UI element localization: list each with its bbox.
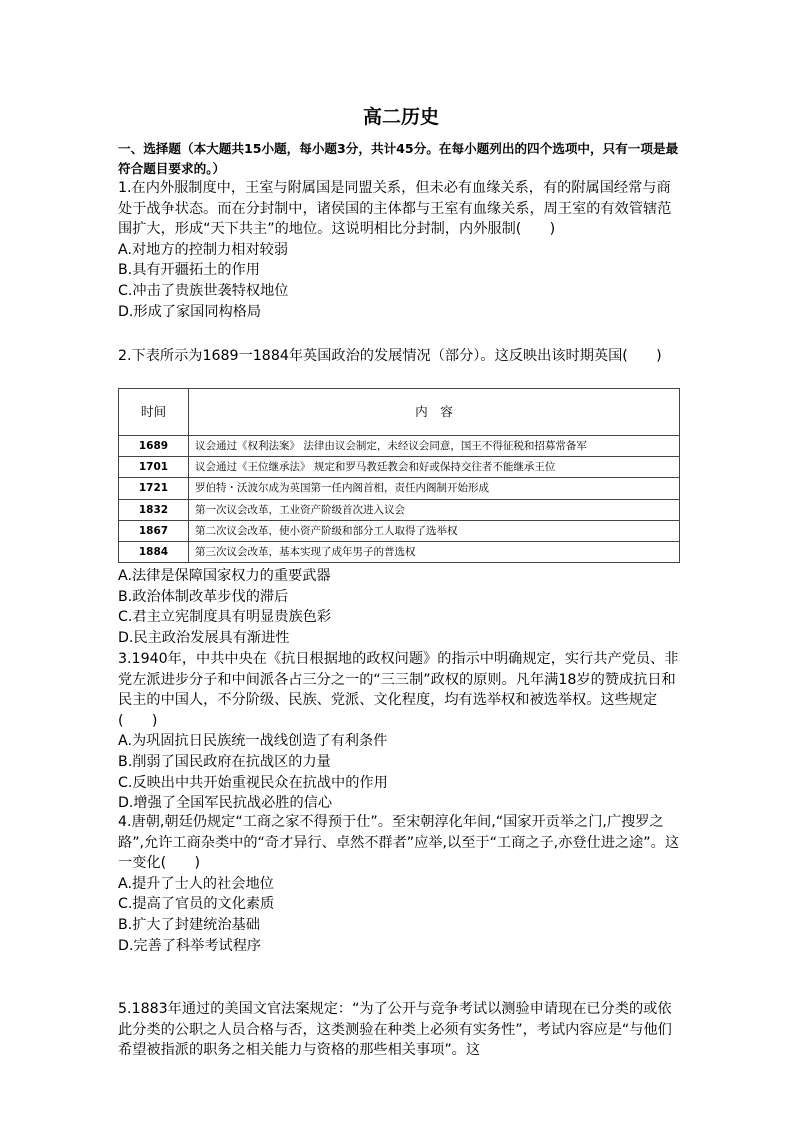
table-header-content: 内 容 bbox=[189, 389, 680, 436]
table-row bbox=[119, 457, 680, 478]
option-b: B.具有开疆拓土的作用 bbox=[118, 262, 260, 279]
option-c: C.反映出中共开始重视民众在抗战中的作用 bbox=[118, 774, 388, 791]
question-stem: 3.1940年，中共中央在《抗日根据地的政权问题》的指示中明确规定，实行共产党员、非党左派进步分子和中间派各占三分之一的“三三制”政权的原则。凡年满18岁的赞成抗日和民主的中国人，不分阶级、民族、党派、文化程度，均有选举权和被选举权。这些规定( ) bbox=[118, 651, 679, 729]
question-3 bbox=[118, 649, 684, 814]
option-b: B.扩大了封建统治基础 bbox=[118, 916, 260, 933]
table-row bbox=[119, 478, 680, 499]
page-title: 高二历史 bbox=[362, 106, 439, 128]
history-table bbox=[118, 388, 680, 563]
section-header: 一、选择题（本大题共15小题，每小题3分，共计45分。在每小题列出的四个选项中，只有一项是最符合题目要求的。） bbox=[118, 141, 679, 176]
table-row bbox=[119, 499, 680, 520]
option-b: B.削弱了国民政府在抗战区的力量 bbox=[118, 753, 331, 770]
question-stem: 5.1883年通过的美国文官法案规定：“为了公开与竞争考试以测验申请现在已分类的或依此分类的公职之人员合格与否，这类测验在种类上必须有实务性”，考试内容应是“与他们希望被指派的职务之相关能力与资格的那些相关事项”。这 bbox=[118, 1001, 672, 1059]
table-cell-year: 1832 bbox=[119, 499, 189, 520]
question-stem: 1.在内外服制度中，王室与附属国是同盟关系，但未必有血缘关系，有的附属国经常与商处于战争状态。而在分封制中，诸侯国的主体都与王室有血缘关系，周王室的有效管辖范围扩大，形成“天下共主”的地位。这说明相比分封制，内外服制( ) bbox=[118, 180, 672, 238]
question-stem: 2.下表所示为1689一1884年英国政治的发展情况（部分）。这反映出该时期英国( ) bbox=[118, 348, 662, 364]
question-stem: 4.唐朝,朝廷仍规定“工商之家不得预于仕”。至宋朝淳化年间,“国家开贡举之门,广搜罗之路”,允许工商杂类中的“奇才异行、卓然不群者”应举,以至于“工商之子,亦登仕进之途”。这一变化( ) bbox=[118, 814, 680, 872]
option-c: C.冲击了贵族世袭特权地位 bbox=[118, 282, 289, 299]
option-d: D.形成了家国同构格局 bbox=[118, 303, 262, 320]
table-cell-content: 罗伯特・沃波尔成为英国第一任内阁首相，责任内阁制开始形成 bbox=[189, 478, 680, 499]
table-cell-year: 1701 bbox=[119, 457, 189, 478]
table-cell-content: 议会通过《王位继承法》 规定和罗马教廷教会和好或保持交往者不能继承王位 bbox=[189, 457, 680, 478]
option-a: A.法律是保障国家权力的重要武器 bbox=[118, 568, 331, 584]
table-cell-content: 议会通过《权利法案》 法律由议会制定，未经议会同意，国王不得征税和招募常备军 bbox=[189, 436, 680, 457]
table-header-row bbox=[119, 389, 680, 436]
table-cell-year: 1689 bbox=[119, 436, 189, 457]
table-cell-content: 第三次议会改革，基本实现了成年男子的普选权 bbox=[189, 541, 680, 562]
option-c: C.君主立宪制度具有明显贵族色彩 bbox=[118, 609, 332, 626]
option-b: B.政治体制改革步伐的滞后 bbox=[118, 588, 289, 605]
option-a: A.提升了士人的社会地位 bbox=[118, 875, 274, 892]
option-a: A.为巩固抗日民族统一战线创造了有利条件 bbox=[118, 733, 388, 750]
table-cell-content: 第二次议会改革，使小资产阶级和部分工人取得了选举权 bbox=[189, 520, 680, 541]
option-d: D.完善了科举考试程序 bbox=[118, 937, 262, 954]
table-row bbox=[119, 541, 680, 562]
question-5 bbox=[118, 999, 684, 1061]
option-d: D.增强了全国军民抗战必胜的信心 bbox=[118, 795, 333, 812]
table-row bbox=[119, 436, 680, 457]
option-c: C.提高了官员的文化素质 bbox=[118, 896, 275, 913]
question-2-options bbox=[118, 566, 684, 648]
table-cell-year: 1884 bbox=[119, 541, 189, 562]
table-cell-year: 1867 bbox=[119, 520, 189, 541]
table-cell-year: 1721 bbox=[119, 478, 189, 499]
table-cell-content: 第一次议会改革，工业资产阶级首次进入议会 bbox=[189, 499, 680, 520]
option-a: A.对地方的控制力相对较弱 bbox=[118, 241, 289, 258]
question-4 bbox=[118, 812, 684, 956]
question-2 bbox=[118, 346, 684, 367]
option-d: D.民主政治发展具有渐进性 bbox=[118, 629, 290, 646]
table-header-time: 时间 bbox=[119, 389, 189, 436]
table-row bbox=[119, 520, 680, 541]
question-1 bbox=[118, 178, 684, 322]
